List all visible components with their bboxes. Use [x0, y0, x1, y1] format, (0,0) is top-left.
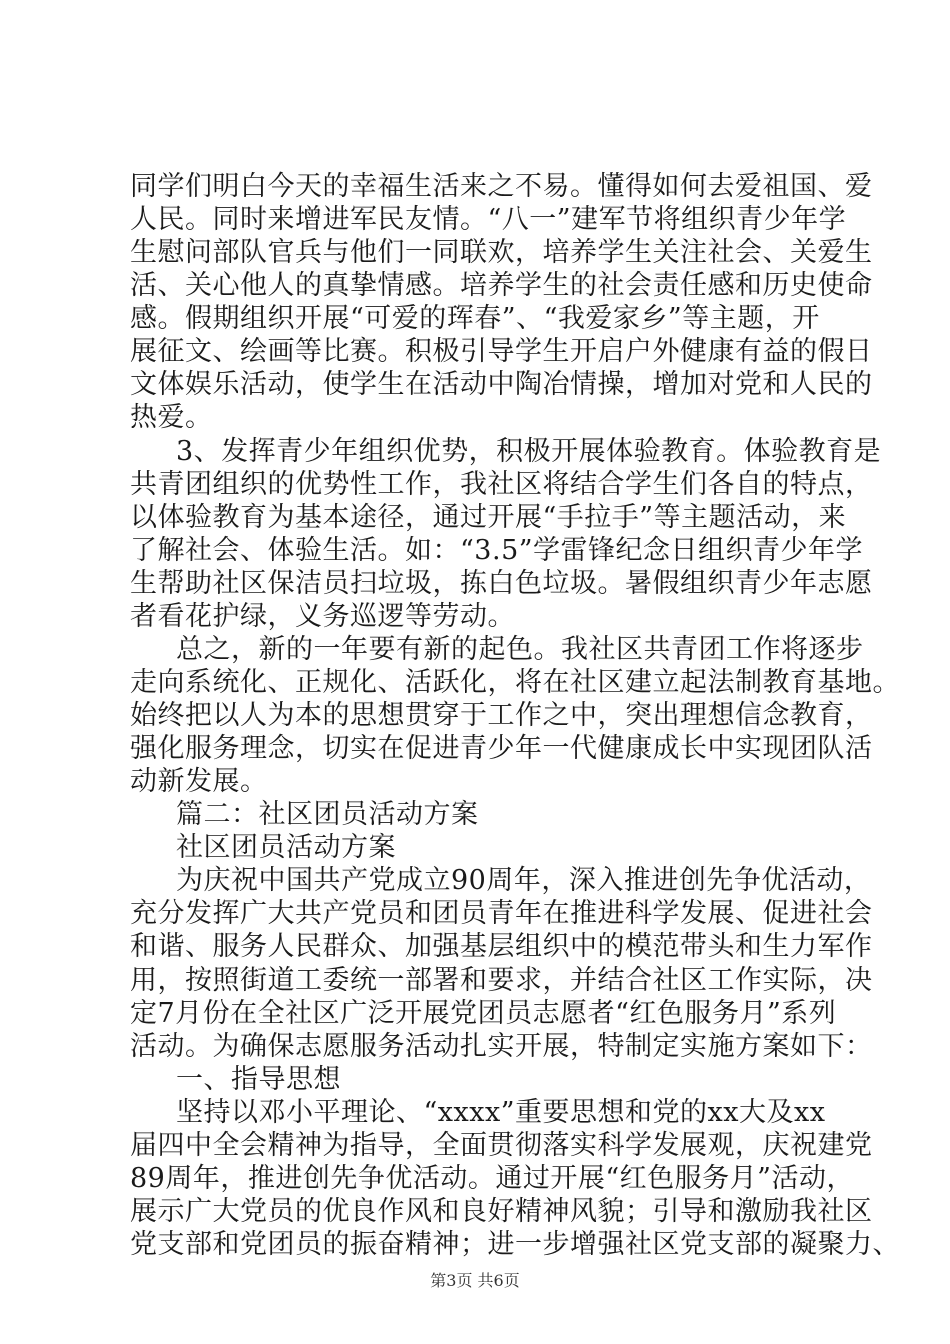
- text-line: 同学们明白今天的幸福生活来之不易。懂得如何去爱祖国、爱: [130, 171, 873, 202]
- text-line: 定7月份在全社区广泛开展党团员志愿者“红色服务月”系列: [130, 998, 837, 1029]
- text-line: 强化服务理念，切实在促进青少年一代健康成长中实现团队活: [130, 733, 873, 764]
- text-line: 3、发挥青少年组织优势，积极开展体验教育。体验教育是: [176, 436, 882, 467]
- section-title: 社区团员活动方案: [176, 832, 396, 863]
- text-line: 活、关心他人的真挚情感。培养学生的社会责任感和历史使命: [130, 270, 873, 301]
- text-line: 感。假期组织开展“可爱的珲春”、“我爱家乡”等主题，开: [130, 303, 820, 334]
- text-line: 为庆祝中国共产党成立90周年，深入推进创先争优活动，: [176, 865, 872, 896]
- text-line: 生帮助社区保洁员扫垃圾，拣白色垃圾。暑假组织青少年志愿: [130, 568, 873, 599]
- text-line: 总之，新的一年要有新的起色。我社区共青团工作将逐步: [176, 634, 864, 665]
- text-line: 人民。同时来增进军民友情。“八一”建军节将组织青少年学: [130, 204, 847, 235]
- text-line: 充分发挥广大共产党员和团员青年在推进科学发展、促进社会: [130, 898, 873, 929]
- text-line: 者看花护绿，义务巡逻等劳动。: [130, 601, 515, 632]
- text-line: 活动。为确保志愿服务活动扎实开展，特制定实施方案如下：: [130, 1031, 873, 1062]
- text-line: 文体娱乐活动，使学生在活动中陶冶情操，增加对党和人民的: [130, 369, 873, 400]
- text-line: 展示广大党员的优良作风和良好精神风貌；引导和激励我社区: [130, 1196, 873, 1227]
- text-line: 展征文、绘画等比赛。积极引导学生开启户外健康有益的假日: [130, 336, 873, 367]
- text-line: 党支部和党团员的振奋精神；进一步增强社区党支部的凝聚力、: [130, 1229, 900, 1260]
- text-line: 和谐、服务人民群众、加强基层组织中的模范带头和生力军作: [130, 931, 873, 962]
- page-footer: 第3页 共6页: [430, 1271, 520, 1290]
- text-line: 生慰问部队官兵与他们一同联欢，培养学生关注社会、关爱生: [130, 237, 873, 268]
- text-line: 动新发展。: [130, 766, 268, 797]
- text-line: 热爱。: [130, 402, 213, 433]
- text-line: 届四中全会精神为指导，全面贯彻落实科学发展观，庆祝建党: [130, 1130, 873, 1161]
- text-line: 共青团组织的优势性工作，我社区将结合学生们各自的特点，: [130, 469, 873, 500]
- text-line: 走向系统化、正规化、活跃化，将在社区建立起法制教育基地。: [130, 667, 900, 698]
- subsection-heading: 一、指导思想: [176, 1064, 341, 1095]
- text-line: 以体验教育为基本途径，通过开展“手拉手”等主题活动，来: [130, 502, 847, 533]
- section-heading: 篇二：社区团员活动方案: [176, 799, 479, 830]
- text-line: 坚持以邓小平理论、“xxxx”重要思想和党的xx大及xx: [176, 1097, 826, 1128]
- text-line: 始终把以人为本的思想贯穿于工作之中，突出理想信念教育，: [130, 700, 873, 731]
- text-line: 用，按照街道工委统一部署和要求，并结合社区工作实际，决: [130, 965, 873, 996]
- text-line: 89周年，推进创先争优活动。通过开展“红色服务月”活动，: [130, 1163, 854, 1194]
- text-line: 了解社会、体验生活。如：“3.5”学雷锋纪念日组织青少年学: [130, 535, 864, 566]
